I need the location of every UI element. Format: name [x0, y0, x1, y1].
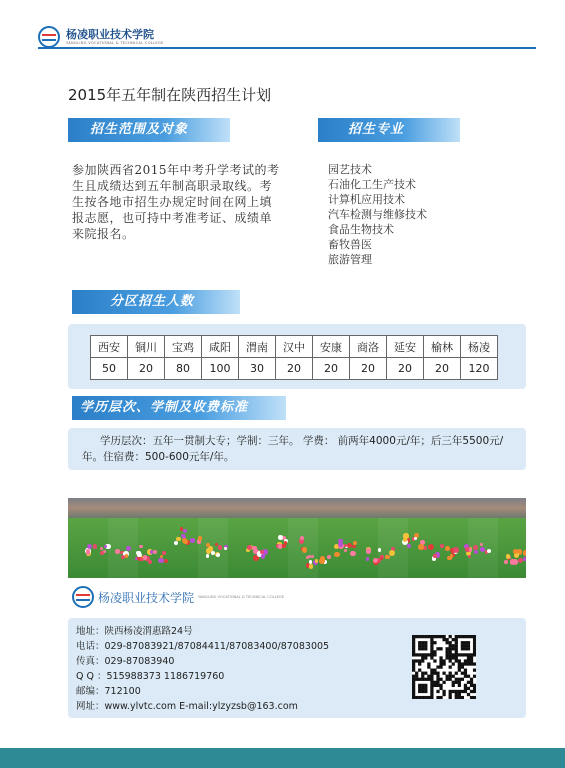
scope-text: 参加陕西省2015年中考升学考试的考生且成绩达到五年制高职录取线。考生按各地市招生办规定时间在网上填报志愿，也可持中考准考证、成绩单来院报名。 — [72, 163, 280, 241]
quota-region-row — [91, 336, 498, 358]
contact-postcode: 邮编：712100 — [76, 686, 141, 697]
footer-school-name-en: YANGLING VOCATIONAL & TECHNICAL COLLEGE — [198, 595, 284, 599]
region-cell: 商洛 — [350, 336, 387, 358]
contact-qq: Q Q ：515988373 1186719760 — [76, 671, 225, 682]
footer-school-name: 杨凌职业技术学院 — [98, 590, 195, 605]
count-cell: 20 — [350, 358, 387, 380]
major-item: 旅游管理 — [328, 253, 372, 266]
count-cell: 80 — [165, 358, 202, 380]
contact-address: 地址：陕西杨凌渭惠路24号 — [76, 626, 193, 637]
count-cell: 20 — [128, 358, 165, 380]
majors-heading: 招生专业 — [318, 118, 460, 142]
region-cell: 渭南 — [239, 336, 276, 358]
count-cell: 20 — [387, 358, 424, 380]
header-school-name: 杨凌职业技术学院 — [66, 27, 154, 41]
quota-heading: 分区招生人数 — [72, 290, 240, 314]
region-cell: 铜川 — [128, 336, 165, 358]
contact-fax: 传真：029-87083940 — [76, 656, 175, 667]
count-cell: 120 — [461, 358, 498, 380]
contact-phone: 电话：029-87083921/87084411/87083400/87083005 — [76, 641, 330, 652]
region-cell: 榆林 — [424, 336, 461, 358]
region-cell: 延安 — [387, 336, 424, 358]
count-cell: 20 — [424, 358, 461, 380]
campus-performance-photo — [68, 498, 526, 578]
count-cell: 100 — [202, 358, 239, 380]
quota-count-row — [91, 358, 498, 380]
major-item: 石油化工生产技术 — [328, 178, 416, 191]
header-school-name-en: YANGLING VOCATIONAL & TECHNICAL COLLEGE — [66, 40, 164, 45]
school-logo-icon — [38, 26, 60, 48]
majors-list — [328, 162, 427, 267]
region-cell: 汉中 — [276, 336, 313, 358]
count-cell: 20 — [313, 358, 350, 380]
region-cell: 咸阳 — [202, 336, 239, 358]
quota-panel — [68, 324, 526, 389]
quota-table — [90, 335, 498, 380]
page-title: 2015年五年制在陕西招生计划 — [68, 86, 272, 104]
count-cell: 50 — [91, 358, 128, 380]
major-item: 园艺技术 — [328, 163, 372, 176]
region-cell: 宝鸡 — [165, 336, 202, 358]
footer-bar — [0, 748, 565, 768]
school-logo-icon — [72, 586, 94, 608]
qr-code-icon — [412, 635, 476, 699]
count-cell: 20 — [276, 358, 313, 380]
major-item: 畜牧兽医 — [328, 238, 372, 251]
count-cell: 30 — [239, 358, 276, 380]
header-divider — [38, 47, 536, 49]
region-cell: 安康 — [313, 336, 350, 358]
scope-heading: 招生范围及对象 — [68, 118, 230, 142]
major-item: 计算机应用技术 — [328, 193, 405, 206]
contact-web: 网址：www.ylvtc.com E-mail:ylzyzsb@163.com — [76, 701, 298, 712]
region-cell: 西安 — [91, 336, 128, 358]
fees-text: 学历层次：五年一贯制大专；学制：三年。 学费： 前两年4000元/年；后三年5500元/年。住宿费：500-600元年/年。 — [68, 428, 526, 470]
contact-panel — [68, 618, 526, 718]
major-item: 汽车检测与维修技术 — [328, 208, 427, 221]
fees-heading: 学历层次、学制及收费标准 — [72, 396, 286, 420]
major-item: 食品生物技术 — [328, 223, 394, 236]
footer-logo — [72, 586, 284, 608]
region-cell: 杨凌 — [461, 336, 498, 358]
